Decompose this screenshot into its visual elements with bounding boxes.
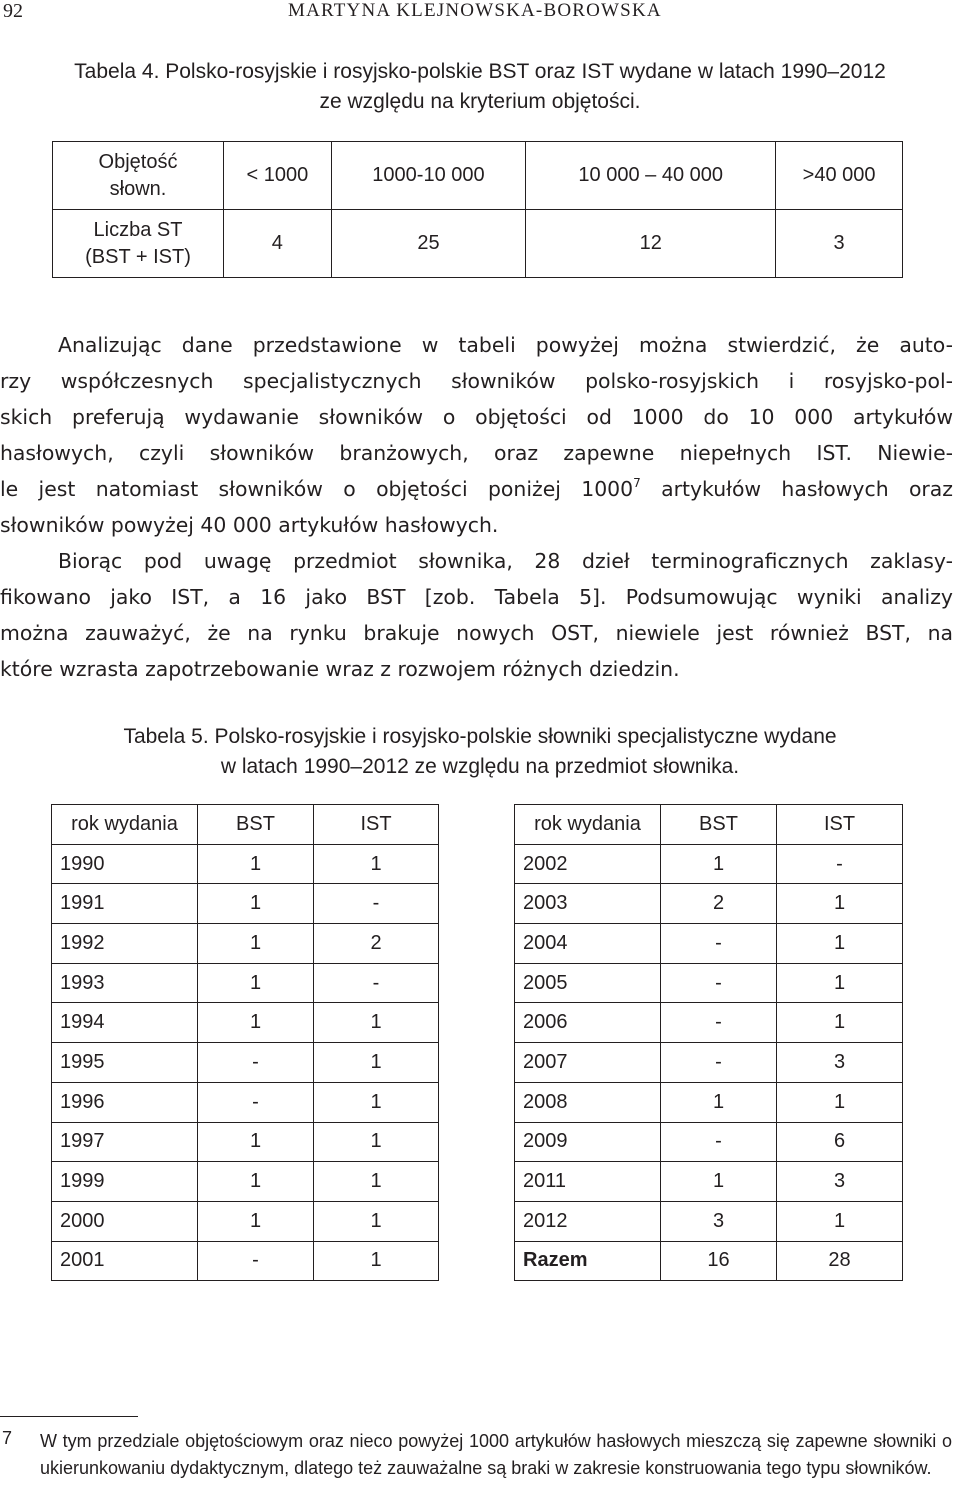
body-line: skich preferują wydawanie słowników o objętości od 1000 do 10 000 artykułów xyxy=(0,405,953,429)
table4-caption xyxy=(20,57,940,117)
year-cell: 2003 xyxy=(515,884,661,924)
bst-cell: - xyxy=(661,1122,777,1162)
table5-header-year: rok wydania xyxy=(515,805,661,845)
bst-cell: 1 xyxy=(198,1003,314,1043)
table-row xyxy=(52,1043,439,1083)
year-cell: 2000 xyxy=(52,1201,198,1241)
ist-cell: 1 xyxy=(314,1082,439,1122)
year-cell: 2001 xyxy=(52,1241,198,1281)
table4-row2-header-line2: (BST + IST) xyxy=(85,245,191,268)
bst-cell: 1 xyxy=(198,844,314,884)
ist-cell: 1 xyxy=(777,1082,903,1122)
table-row xyxy=(515,1122,903,1162)
bst-cell: 16 xyxy=(661,1241,777,1281)
body-line: można zauważyć, że na rynku brakuje nowych OST, niewiele jest również BST, na xyxy=(0,621,953,645)
page-header xyxy=(0,0,960,24)
bst-cell: - xyxy=(198,1082,314,1122)
body-line: hasłowych, czyli słowników branżowych, oraz zapewne niepełnych IST. Niewie- xyxy=(0,441,953,465)
body-line: słowników powyżej 40 000 artykułów hasłowych. xyxy=(0,513,499,537)
body-line-text: le jest natomiast słowników o objętości poniżej 1000 xyxy=(0,477,634,501)
table5-caption-line1: Tabela 5. Polsko-rosyjskie i rosyjsko-polskie słowniki specjalistyczne wydane xyxy=(123,725,837,748)
table5-right xyxy=(514,804,903,1281)
ist-cell: - xyxy=(777,844,903,884)
ist-cell: 28 xyxy=(777,1241,903,1281)
table4-caption-line2: ze względu na kryterium objętości. xyxy=(319,90,641,113)
bst-cell: - xyxy=(661,1043,777,1083)
table5-header-row xyxy=(52,805,439,845)
table4-cell: 3 xyxy=(776,210,903,278)
ist-cell: - xyxy=(314,884,439,924)
table5-left-body xyxy=(52,844,439,1281)
table4-row-count xyxy=(53,210,903,278)
table4-row2-header-line1: Liczba ST xyxy=(93,218,183,241)
table5-header-year: rok wydania xyxy=(52,805,198,845)
ist-cell: 1 xyxy=(314,1201,439,1241)
bst-cell: - xyxy=(661,924,777,964)
running-head: MARTYNA KLEJNOWSKA-BOROWSKA xyxy=(288,0,662,21)
table5-caption-line2: w latach 1990–2012 ze względu na przedmiot słownika. xyxy=(220,755,740,778)
table-row xyxy=(52,884,439,924)
year-cell: 1990 xyxy=(52,844,198,884)
bst-cell: 1 xyxy=(198,963,314,1003)
year-cell: 1996 xyxy=(52,1082,198,1122)
table4-cell: 4 xyxy=(224,210,332,278)
bst-cell: 1 xyxy=(198,924,314,964)
year-cell: 2009 xyxy=(515,1122,661,1162)
year-cell: 1999 xyxy=(52,1162,198,1202)
table4-row1-header-line2: słown. xyxy=(109,177,167,200)
footnote-number: 7 xyxy=(2,1428,13,1448)
table4-row1-header-line1: Objętość xyxy=(98,150,178,173)
year-cell: 2004 xyxy=(515,924,661,964)
table4-cell: >40 000 xyxy=(776,142,903,210)
table-row xyxy=(52,924,439,964)
ist-cell: 2 xyxy=(314,924,439,964)
table-row xyxy=(515,884,903,924)
table4-row-volume xyxy=(53,142,903,210)
table-row xyxy=(515,1082,903,1122)
footnote-rule xyxy=(0,1416,138,1417)
bst-cell: 1 xyxy=(198,1201,314,1241)
body-line: rzy współczesnych specjalistycznych słowników polsko-rosyjskich i rosyjsko-pol- xyxy=(0,369,953,393)
bst-cell: - xyxy=(198,1043,314,1083)
table-row xyxy=(515,1003,903,1043)
ist-cell: 1 xyxy=(777,1003,903,1043)
ist-cell: 1 xyxy=(314,844,439,884)
table-row xyxy=(515,1241,903,1281)
table4 xyxy=(52,141,903,278)
table-row xyxy=(515,1201,903,1241)
page-number: 92 xyxy=(3,0,23,22)
table5-header-bst: BST xyxy=(198,805,314,845)
ist-cell: 1 xyxy=(314,1162,439,1202)
ist-cell: 1 xyxy=(777,884,903,924)
ist-cell: 3 xyxy=(777,1162,903,1202)
year-cell: 1993 xyxy=(52,963,198,1003)
table5-header-row xyxy=(515,805,903,845)
ist-cell: 6 xyxy=(777,1122,903,1162)
table4-row-header xyxy=(53,142,224,210)
bst-cell: 1 xyxy=(198,1162,314,1202)
bst-cell: - xyxy=(661,1003,777,1043)
table5-header-ist: IST xyxy=(777,805,903,845)
year-cell: Razem xyxy=(515,1241,661,1281)
table-row xyxy=(52,844,439,884)
year-cell: 2005 xyxy=(515,963,661,1003)
table4-cell: < 1000 xyxy=(224,142,332,210)
bst-cell: 1 xyxy=(661,844,777,884)
table5-header-bst: BST xyxy=(661,805,777,845)
table-row xyxy=(52,1122,439,1162)
table-row xyxy=(515,924,903,964)
year-cell: 2002 xyxy=(515,844,661,884)
table-row xyxy=(515,1043,903,1083)
table4-row-header xyxy=(53,210,224,278)
body-line xyxy=(0,471,953,507)
year-cell: 2011 xyxy=(515,1162,661,1202)
table5-caption xyxy=(20,722,940,782)
bst-cell: 2 xyxy=(661,884,777,924)
year-cell: 1992 xyxy=(52,924,198,964)
bst-cell: - xyxy=(661,963,777,1003)
bst-cell: 1 xyxy=(198,884,314,924)
ist-cell: 1 xyxy=(314,1003,439,1043)
ist-cell: 1 xyxy=(777,924,903,964)
body-line: Analizując dane przedstawione w tabeli powyżej można stwierdzić, że auto- xyxy=(58,333,953,357)
year-cell: 1995 xyxy=(52,1043,198,1083)
bst-cell: 1 xyxy=(198,1122,314,1162)
bst-cell: - xyxy=(198,1241,314,1281)
table-row xyxy=(515,844,903,884)
bst-cell: 3 xyxy=(661,1201,777,1241)
body-line: które wzrasta zapotrzebowanie wraz z rozwojem różnych dziedzin. xyxy=(0,657,680,681)
ist-cell: - xyxy=(314,963,439,1003)
table-row xyxy=(52,1082,439,1122)
year-cell: 1994 xyxy=(52,1003,198,1043)
table-row xyxy=(52,1241,439,1281)
footnote-text: W tym przedziale objętościowym oraz nieco powyżej 1000 artykułów hasłowych mieszczą się zapewne słowniki o ukierunkowaniu dydaktycznym, dlatego też zauważalne są braki w zakresie konstruowania tego typu słowników. xyxy=(40,1431,952,1478)
year-cell: 1991 xyxy=(52,884,198,924)
ist-cell: 1 xyxy=(777,1201,903,1241)
bst-cell: 1 xyxy=(661,1082,777,1122)
table4-cell: 1000-10 000 xyxy=(331,142,526,210)
year-cell: 2008 xyxy=(515,1082,661,1122)
year-cell: 2006 xyxy=(515,1003,661,1043)
table-row xyxy=(52,1003,439,1043)
ist-cell: 1 xyxy=(314,1241,439,1281)
table4-cell: 10 000 – 40 000 xyxy=(526,142,776,210)
table5-header-ist: IST xyxy=(314,805,439,845)
table-row xyxy=(52,963,439,1003)
body-line: Biorąc pod uwagę przedmiot słownika, 28 dzieł terminograficznych zaklasy- xyxy=(58,549,953,573)
body-line: fikowano jako IST, a 16 jako BST [zob. Tabela 5]. Podsumowując wyniki analizy xyxy=(0,585,953,609)
body-line-text: artykułów hasłowych oraz xyxy=(640,477,953,501)
ist-cell: 3 xyxy=(777,1043,903,1083)
table4-cell: 12 xyxy=(526,210,776,278)
table-row xyxy=(515,963,903,1003)
table-row xyxy=(52,1162,439,1202)
table-row xyxy=(52,1201,439,1241)
year-cell: 1997 xyxy=(52,1122,198,1162)
ist-cell: 1 xyxy=(314,1122,439,1162)
ist-cell: 1 xyxy=(314,1043,439,1083)
table-row xyxy=(515,1162,903,1202)
bst-cell: 1 xyxy=(661,1162,777,1202)
year-cell: 2007 xyxy=(515,1043,661,1083)
table5-left xyxy=(51,804,439,1281)
footnote-reference: 7 xyxy=(633,476,641,490)
table4-cell: 25 xyxy=(331,210,526,278)
table5-right-body xyxy=(515,844,903,1281)
year-cell: 2012 xyxy=(515,1201,661,1241)
ist-cell: 1 xyxy=(777,963,903,1003)
table4-caption-line1: Tabela 4. Polsko-rosyjskie i rosyjsko-polskie BST oraz IST wydane w latach 1990–2012 xyxy=(74,60,886,83)
